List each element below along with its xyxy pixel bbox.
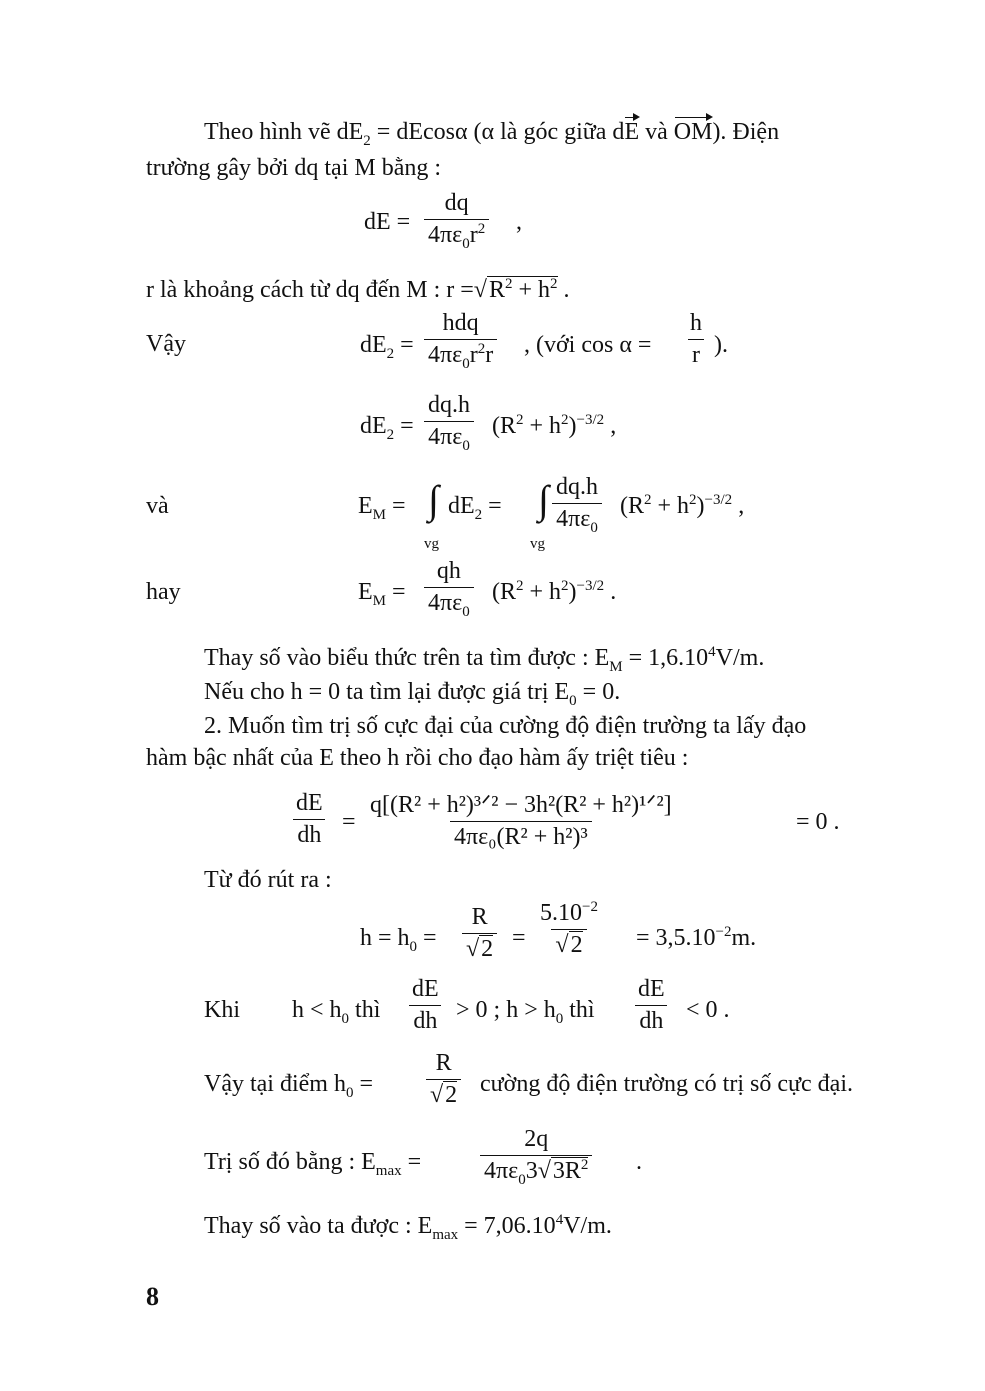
vector-OM: OM (673, 119, 713, 145)
frac-dqh-2: $\frac{dq.h}{4\pi\varepsilon_0}$ (552, 474, 602, 533)
result-emax: Thay số vào ta được : $E_{max} = 7,06.10^4V/m$. (204, 1212, 612, 1243)
tu-do-label: Từ đó rút ra : (204, 867, 332, 893)
eq-EM-a-2: $dE_2$ = (448, 493, 502, 523)
pow-expr-1: $(R^2 + h^2)^{-3/2}$ , (492, 412, 617, 439)
integral-2: ∫ (538, 477, 549, 522)
khi-cond-2: > 0 ; $h > h_0$ thì (456, 997, 595, 1027)
vector-E: E (624, 119, 640, 145)
eq-sign-1: = (342, 809, 356, 835)
label-vay: Vậy (146, 331, 186, 357)
frac-dE-dh-3: $\frac{dE}{dh}$ (634, 976, 669, 1035)
label-va: và (146, 493, 169, 519)
eq-EM-a: $E_M$ = (358, 493, 406, 523)
frac-R-sqrt2-2: $\frac{R}{√2}$ (426, 1050, 461, 1109)
frac-dqh-1: $\frac{dq.h}{4\pi\varepsilon_0}$ (424, 392, 474, 451)
paragraph-2-line-2: hàm bậc nhất của E theo h rồi cho đạo hàm ấy triệt tiêu : (146, 745, 689, 771)
frac-hdq: hdq $4\pi\varepsilon_0r^2r$ (424, 310, 497, 369)
frac-dq: $\frac{dq}{4\pi\varepsilon_0r^2}$ (424, 190, 489, 249)
eq-dE: dE = (364, 209, 411, 235)
result-EM: Thay số vào biểu thức trên ta tìm được : $E_M = 1,6.10^4V/m$. (204, 644, 765, 675)
pow-expr-3: $(R^2 + h^2)^{-3/2}$ . (492, 578, 617, 605)
pow-expr-2: $(R^2 + h^2)^{-3/2}$ , (620, 492, 745, 519)
label-khi: Khi (204, 997, 240, 1023)
frac-5e-2-sqrt2: $\frac{5.10^{-2}}{√2}$ (540, 899, 598, 958)
h0-value: = $3,5.10^{-2}m$. (636, 924, 757, 951)
integral-1: ∫ (428, 477, 439, 522)
frac-derivative: q[(R² + h²)³ᐟ² − 3h²(R² + h²)¹ᐟ²] 4πε₀(R² + h²)³ (370, 792, 672, 850)
eq-EM-b: $E_M$ = (358, 579, 406, 609)
paragraph-1-line-2: trường gây bởi dq tại M bằng : (146, 155, 442, 181)
cuong-do-text: cường độ điện trường có trị số cực đại. (480, 1071, 853, 1097)
label-hay: hay (146, 579, 181, 605)
khi-cond-3: < 0 . (686, 997, 730, 1023)
paragraph-2-line-1: 2. Muốn tìm trị số cực đại của cường độ điện trường ta lấy đạo (204, 713, 807, 739)
page-number: 8 (146, 1282, 159, 1311)
line-E0: Nếu cho h = 0 ta tìm lại được giá trị $E_0 = 0$. (204, 679, 621, 709)
eq-h0: $h = h_0$ = (360, 925, 437, 955)
period-emax: . (636, 1149, 642, 1175)
comma-1: , (516, 209, 522, 235)
integral-1-limit: vg (424, 536, 439, 552)
frac-emax: $\frac{2q}{4\pi\varepsilon_03√3R^2}$ (480, 1126, 592, 1185)
eq-dE2-a: $dE_2$ = (360, 332, 414, 362)
r-definition: r là khoảng cách từ dq đến M : $r =√R^2 + h^2$ . (146, 276, 570, 303)
paragraph-1-line-1: Theo hình vẽ $dE_2 = dEcos\alpha$ (α là góc giữa dE và OM). Điện (204, 119, 780, 149)
frac-qh: $\frac{qh}{4\pi\varepsilon_0}$ (424, 558, 474, 617)
vay-tai-diem: Vậy tại điểm $h_0$ = (204, 1071, 374, 1101)
cos-note: , (với cos α = (524, 332, 652, 358)
khi-cond-1: $h < h_0$ thì (292, 997, 381, 1027)
cos-note-end: ). (714, 332, 728, 358)
frac-R-sqrt2: $\frac{R}{√2}$ (462, 904, 497, 963)
frac-dE-dh-2: $\frac{dE}{dh}$ (408, 976, 443, 1035)
frac-dE-dh: $\frac{dE}{dh}$ (292, 790, 327, 849)
integral-2-limit: vg (530, 536, 545, 552)
tri-so: Trị số đó bằng : $E_{max}$ = (204, 1149, 422, 1179)
eq-zero: = 0 . (796, 809, 840, 835)
eq-sign-2: = (512, 925, 526, 951)
eq-dE2-b: $dE_2$ = (360, 413, 414, 443)
frac-h-r: $\frac{h}{r}$ (690, 310, 702, 368)
